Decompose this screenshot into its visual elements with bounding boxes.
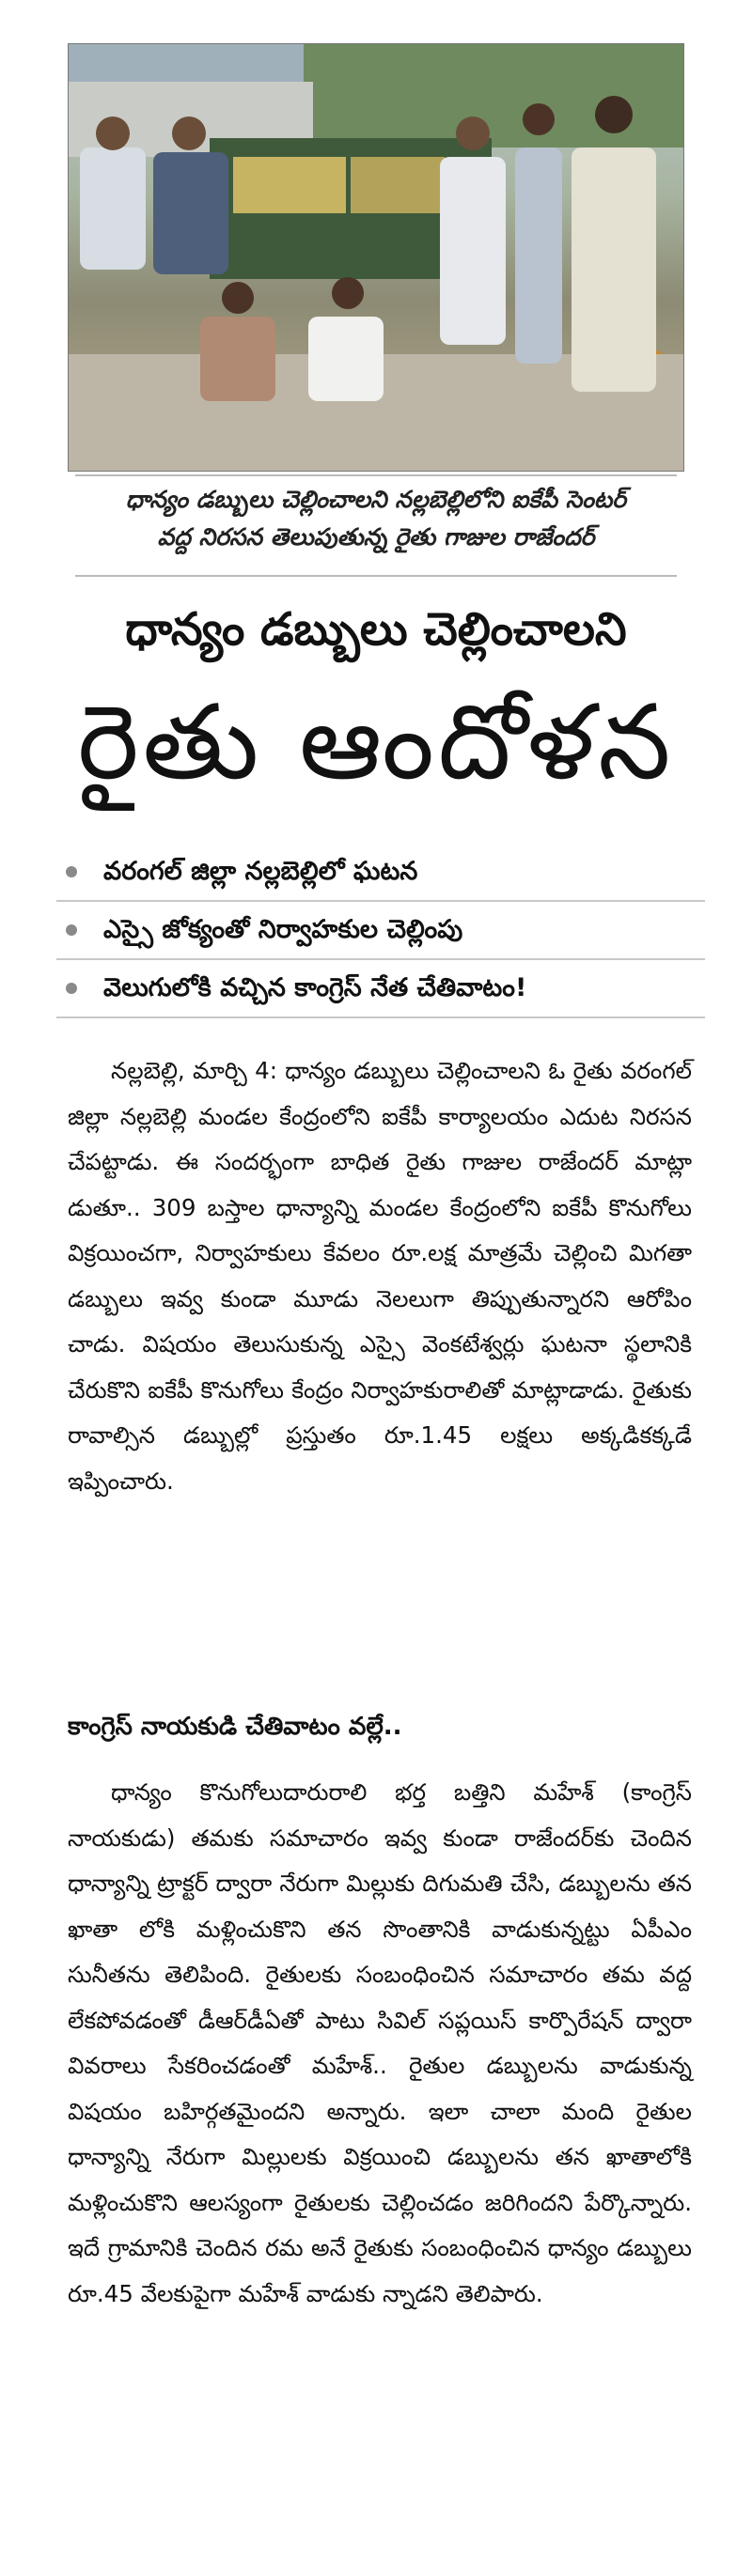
highlight-text: వరంగల్ జిల్లా నల్లబెల్లిలో ఘటన	[103, 857, 418, 886]
highlight-item	[56, 906, 705, 954]
article-paragraph-2: ధాన్యం కొనుగోలుదారురాలి భర్త బత్తిని మహేశ్ (కాంగ్రెస్ నాయకుడు) తమకు సమాచారం ఇవ్వ కుండా రాజేందర్‌కు చెందిన ధాన్యాన్ని ట్రాక్టర్ ద్వారా నేరుగా మిల్లుకు దిగుమతి చేసి, డబ్బులను తన ఖాతా లోకి మళ్లించుకొని తన సొంతానికి వాడుకున్నట్టు ఏపీఎం సునీతను తెలిపింది. రైతులకు సంబంధించిన సమాచారం తమ వద్ద లేకపోవడంతో డీఆర్‌డీఏతో పాటు సివిల్ సప్లయిస్ కార్పొరేషన్ ద్వారా వివరాలు సేకరించడంతో మహేశ్.. రైతుల డబ్బులను వాడుకున్న విషయం బహిర్గతమైందని అన్నారు. ఇలా చాలా మంది రైతుల ధాన్యాన్ని నేరుగా మిల్లులకు విక్రయించి డబ్బులను తన ఖాతాలోకి మళ్లించుకొని ఆలస్యంగా రైతులకు చెల్లించడం జరిగిందని పేర్కొన్నారు. ఇదే గ్రామానికి చెందిన రమ అనే రైతుకు సంబంధించిన ధాన్యం డబ్బులు రూ.45 వేలకుపైగా మహేశ్ వాడుకు న్నాడని తెలిపారు.	[68, 1778, 692, 2307]
bullet-dot-icon	[66, 866, 77, 877]
caption-line-2: వద్ద నిరసన తెలుపుతున్న రైతు గాజుల రాజేందర్	[157, 523, 595, 551]
highlights-list	[56, 847, 705, 1022]
news-photo	[68, 43, 684, 472]
photo-caption	[85, 481, 667, 556]
article-paragraph-1: నల్లబెల్లి, మార్చి 4: ధాన్యం డబ్బులు చెల్లించాలని ఓ రైతు వరంగల్ జిల్లా నల్లబెల్లి మండల కేంద్రంలోని ఐకేపీ కార్యాలయం ఎదుట నిరసన చేపట్టాడు. ఈ సందర్భంగా బాధిత రైతు గాజుల రాజేందర్ మాట్లా డుతూ.. 309 బస్తాల ధాన్యాన్ని మండల కేంద్రంలోని ఐకేపీ కొనుగోలు విక్రయించగా, నిర్వాహకులు కేవలం రూ.లక్ష మాత్రమే చెల్లించి మిగతా డబ్బులు ఇవ్వ కుండా మూడు నెలలుగా తిప్పుతున్నారని ఆరోపిం చాడు. విషయం తెలుసుకున్న ఎస్సై వెంకటేశ్వర్లు ఘటనా స్థలానికి చేరుకొని ఐకేపీ కొనుగోలు కేంద్రం నిర్వాహకురాలితో మాట్లాడాడు. రైతుకు రావాల్సిన డబ్బుల్లో ప్రస్తుతం రూ.1.45 లక్షలు అక్కడికక్కడే ఇప్పించారు.	[68, 1057, 692, 1495]
highlight-text: ఎస్సై జోక్యంతో నిర్వాహకుల చెల్లింపు	[103, 915, 463, 944]
highlight-item	[56, 964, 705, 1013]
photo-illustration	[69, 44, 683, 471]
divider	[56, 1016, 705, 1018]
caption-bottom-rule	[75, 575, 677, 577]
bullet-dot-icon	[66, 924, 77, 936]
headline-kicker: ధాన్యం డబ్బులు చెల్లించాలని	[125, 603, 627, 656]
article-subhead: కాంగ్రెస్ నాయకుడి చేతివాటం వల్లే..	[68, 1713, 402, 1741]
highlight-item	[56, 847, 705, 896]
caption-top-rule	[75, 474, 677, 476]
divider	[56, 958, 705, 960]
highlight-text: వెలుగులోకి వచ్చిన కాంగ్రెస్ నేత చేతివాటం!	[103, 973, 527, 1002]
headline: రైతు ఆందోళన	[77, 682, 675, 802]
divider	[56, 900, 705, 902]
caption-line-1: ధాన్యం డబ్బులు చెల్లించాలని నల్లబెల్లిలోని ఐకేపీ సెంటర్	[125, 486, 627, 513]
bullet-dot-icon	[66, 983, 77, 994]
